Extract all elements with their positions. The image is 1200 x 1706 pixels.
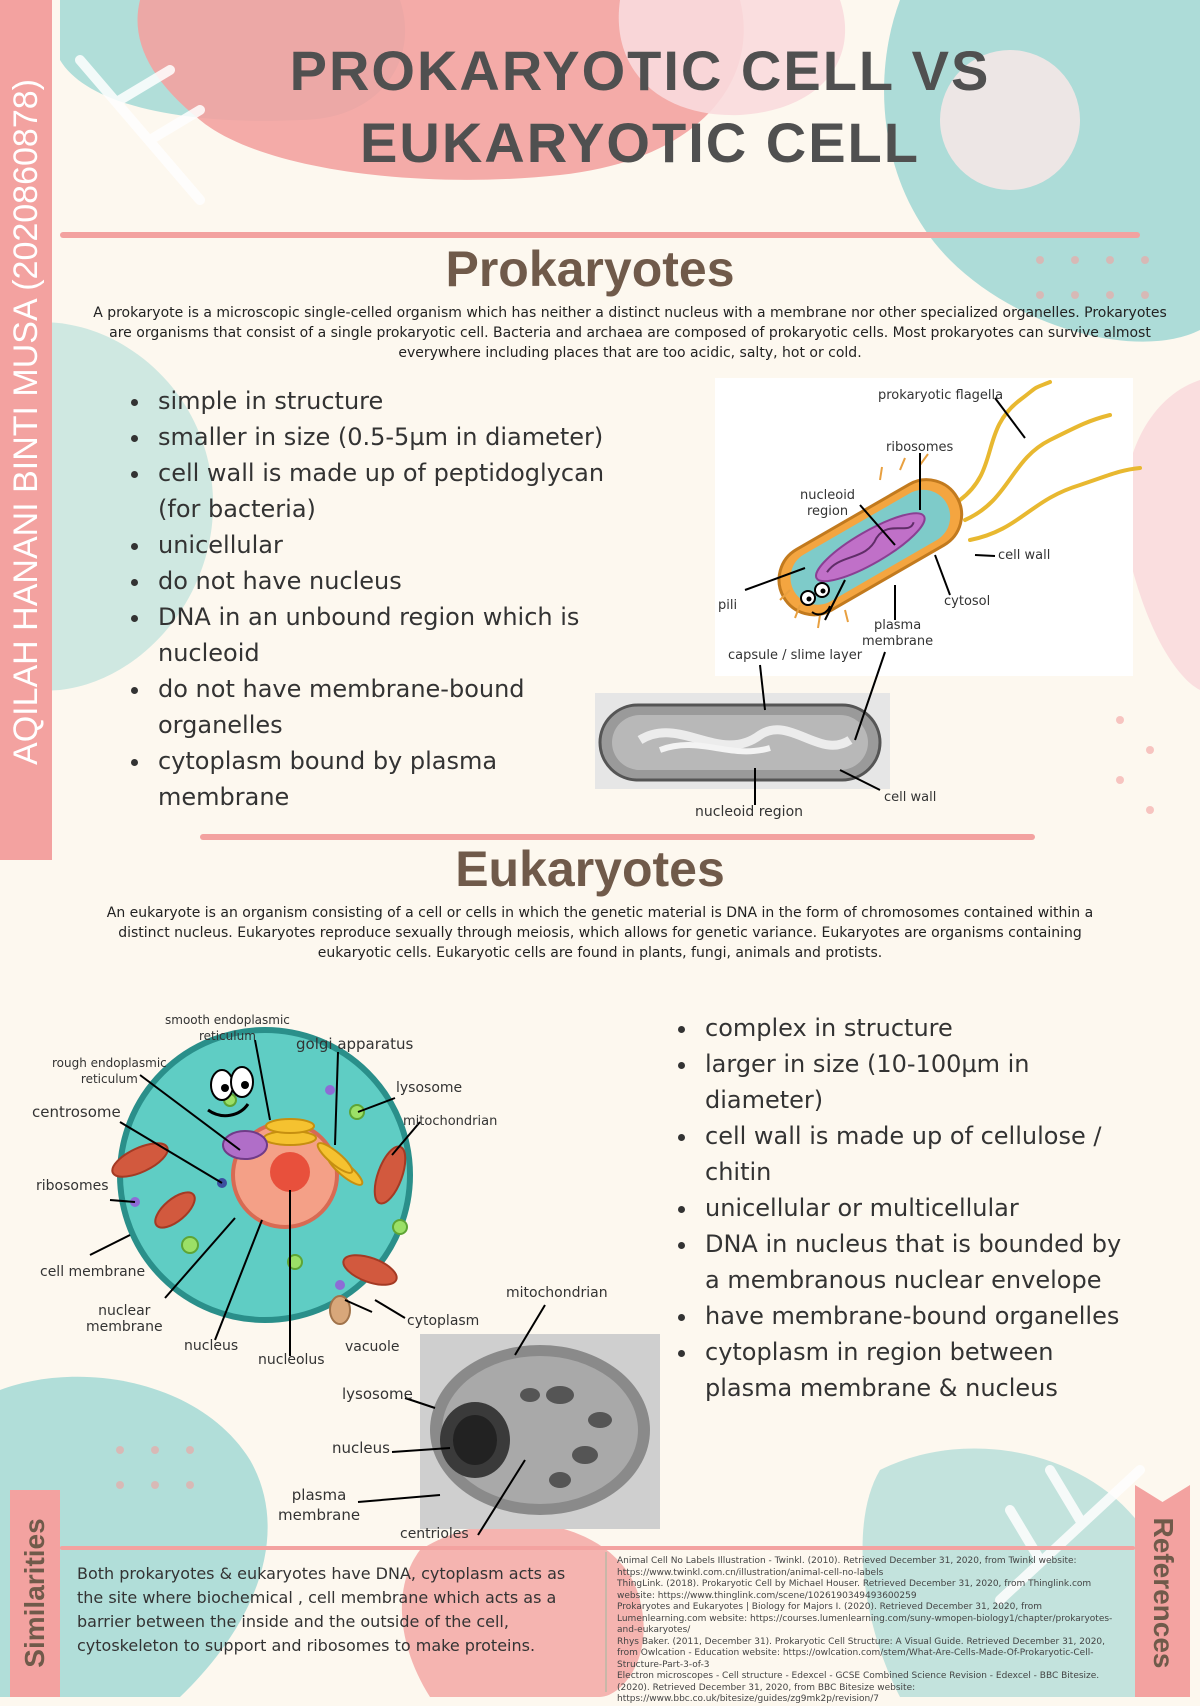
references-list [617,1556,1122,1706]
label-prokaryotic-flagella: prokaryotic flagella [878,388,1004,403]
label-plasma-line1: plasma [873,618,922,633]
label-golgi: golgi apparatus [296,1035,414,1053]
title-line-1: PROKARYOTIC CELL VS [289,39,991,102]
label-cell-wall: cell wall [998,548,1051,563]
list-item: • do not have membrane-bound organelles [152,671,622,743]
label-nucleolus: nucleolus [258,1352,325,1368]
label-centrosome: centrosome [32,1103,121,1121]
label-nuclear-membrane [86,1303,163,1335]
label-em-lysosome: lysosome [342,1385,413,1403]
label-nucleus: nucleus [184,1338,239,1354]
label-em-nucleus: nucleus [332,1439,390,1457]
list-item: • DNA in nucleus that is bounded by a membranous nuclear envelope [699,1226,1129,1298]
list-item: • have membrane-bound organelles [699,1298,1129,1334]
label-nuclear-line1: nuclear [98,1303,151,1319]
label-smooth-er [165,1012,290,1044]
label-nucleoid-line2: region [806,504,849,519]
similarities-tab-label: Similarities [19,1518,50,1668]
label-em-centrioles: centrioles [400,1526,469,1542]
list-item: • unicellular or multicellular [699,1190,1129,1226]
label-em-plasma-line2: membrane [278,1506,361,1524]
list-item: • cell wall is made up of peptidoglycan (for bacteria) [152,455,622,527]
references-tab-label: References [1148,1517,1179,1669]
label-vacuole: vacuole [345,1339,400,1355]
list-item: • DNA in an unbound region which is nucleoid [152,599,622,671]
label-em-plasma-membrane [278,1485,360,1525]
side-author-label: AQILAH HANANI BINTI MUSA (2020860878) [7,79,45,765]
label-mitochondrian: mitochondrian [403,1114,498,1129]
label-lysosome: lysosome [396,1080,463,1096]
label-plasma-line2: membrane [862,634,934,649]
title-line-2: EUKARYOTIC CELL [360,111,920,174]
references-divider [605,1552,607,1692]
label-rough-er-line2: reticulum [80,1072,138,1086]
list-item: • smaller in size (0.5-5µm in diameter) [152,419,622,455]
label-rough-er-line1: rough endoplasmic [52,1056,167,1070]
bottom-divider [60,1546,1135,1550]
eukaryotes-heading: Eukaryotes [455,841,725,897]
label-pili: pili [718,598,738,613]
reference-entry: Rhys Baker. (2011, December 31). Prokaryotic Cell Structure: A Visual Guide. Retrieved December 31, 2020, from Owlcation - Education website: https://owlcation.com/stem/What-Are-Cells-Made-Of-Prokaryotic-Cell-Structure-Part-3-of-3 [617,1636,1106,1670]
reference-entry: Prokaryotes and Eukaryotes | Biology for Majors I. (2020). Retrieved December 31, 2020, from Lumenlearning.com website: https://courses.lumenlearning.com/suny-wmopen-biology1/chapter/prokaryotes-and-eukaryotes/ [617,1602,1113,1635]
reference-entry: ThingLink. (2018). Prokaryotic Cell by Michael Houser. Retrieved December 31, 2020, from Thinglink.com website: https://www.thinglink.com/scene/1026190349493600259 [617,1579,1092,1601]
prokaryotes-heading: Prokaryotes [445,241,735,297]
label-micrograph-nucleoid: nucleoid region [695,804,804,820]
label-rough-er [52,1055,167,1087]
label-smooth-er-line2: reticulum [198,1029,256,1043]
prokaryotes-description: A prokaryote is a microscopic single-celled organism which has neither a distinct nucleus with a membrane nor other specialized organelles. Prokaryotes are organisms that consist of a single prokaryotic cell. Bacteria and archaea are composed of prokaryotic cells. Most prokaryotes can survive almost everywhere including places that are too acidic, salty, hot or cold. [93,305,1167,361]
list-item: • simple in structure [152,383,622,419]
reference-entry: Animal Cell No Labels Illustration - Twinkl. (2010). Retrieved December 31, 2020, from Twinkl website: https://www.twinkl.com.cn/illustration/animal-cell-no-labels [617,1556,1077,1578]
similarities-text: Both prokaryotes & eukaryotes have DNA, cytoplasm acts as the site where biochemical , cell membrane which acts as a barrier between the inside and the outside of the cell, cytoskeleton to support and ribosomes to make proteins. [77,1564,566,1655]
list-item: • unicellular [152,527,622,563]
list-item: • complex in structure [699,1010,1129,1046]
list-item: • larger in size (10-100µm in diameter) [699,1046,1129,1118]
label-cell-membrane: cell membrane [40,1264,146,1280]
label-em-mitochondrian: mitochondrian [506,1285,608,1301]
eukaryotes-description: An eukaryote is an organism consisting of a cell or cells in which the genetic material is DNA in the form of chromosomes contained within a distinct nucleus. Eukaryotes reproduce sexually through meiosis, which allows for genetic variance. Eukaryotes are organisms containing eukaryotic cells. Eukaryotic cells are found in plants, fungi, animals and protists. [106,905,1094,961]
list-item: • cell wall is made up of cellulose / chitin [699,1118,1129,1190]
label-cytosol: cytosol [944,594,991,609]
label-smooth-er-line1: smooth endoplasmic [165,1013,290,1027]
label-nucleoid-line1: nucleoid [800,488,856,503]
list-item: • cytoplasm in region between plasma membrane & nucleus [699,1334,1129,1406]
label-ribosomes: ribosomes [886,440,954,455]
label-capsule: capsule / slime layer [728,648,863,663]
list-item: • cytoplasm bound by plasma membrane [152,743,622,815]
label-em-plasma-line1: plasma [291,1486,347,1504]
label-cytoplasm: cytoplasm [407,1313,480,1329]
label-nuclear-line2: membrane [86,1319,163,1335]
label-ribosomes: ribosomes [36,1178,109,1194]
list-item: • do not have nucleus [152,563,622,599]
label-micrograph-cell-wall: cell wall [884,790,937,805]
reference-entry: Electron microscopes - Cell structure - Edexcel - GCSE Combined Science Revision - Edexcel - BBC Bitesize. (2020). Retrieved December 31, 2020, from BBC Bitesize website: https://www.bbc.co.uk/bitesize/guides/zg9mk2p/revision/7 [617,1671,1100,1704]
